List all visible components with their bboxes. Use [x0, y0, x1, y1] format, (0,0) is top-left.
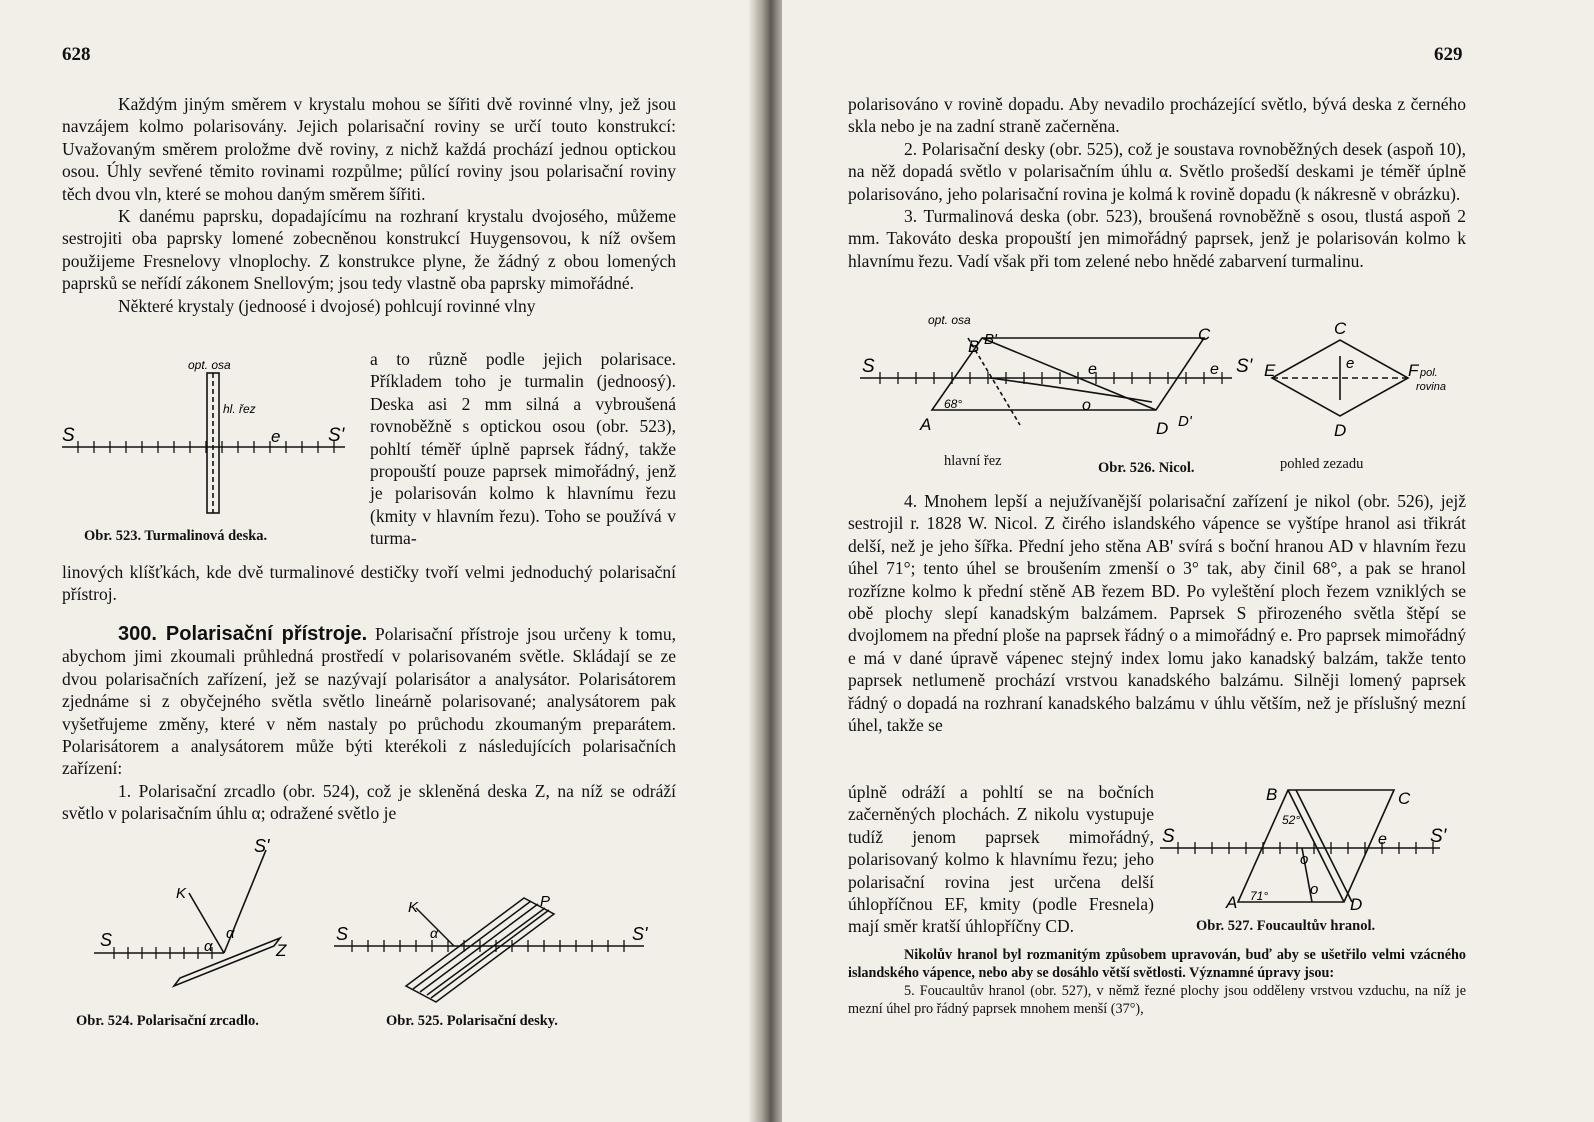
item-1: 1. Polarisační zrcadlo (obr. 524), což je skleněná deska Z, na níž se odráží světlo v polarisačním úhlu α; odražené světlo je — [62, 780, 676, 824]
svg-text:K: K — [176, 885, 187, 902]
svg-text:e: e — [1346, 355, 1355, 372]
svg-text:S: S — [1162, 826, 1175, 847]
fig526-caption-right: pohled zezadu — [1280, 456, 1364, 472]
left-paragraph-1: Každým jiným směrem v krystalu mohou se šířiti dvě rovinné vlny, jež jsou navzájem kolmo polarisovány. Jejich polarisační roviny se určí touto konstrukcí: Uvažovaným směrem proložme dvě roviny, z nichž každá prochází jednou optickou osou. Úhly sevřené těmito rovinami rozpůlme; půlící roviny jsou polarisační roviny těch dvou vln, které se mohou daným směrem šířiti. K danému paprsku, dopadajícímu na rozhraní krystalu dvojosého, můžeme sestrojiti oba paprsky lomené zobecněnou konstrukcí Huygensovou, k níž ovšem použijeme Fresnelovy vlnoplochy. Z konstrukce plyne, že žádný z obou lomených paprsků se neřídí zákonem Snellovým; jsou tedy vlastně oba paprsky mimořádné. Některé krystaly (jednoosé i dvojosé) pohlcují rovinné vlny — [62, 94, 676, 316]
figure-526 — [860, 310, 1480, 450]
svg-text:e: e — [1378, 831, 1387, 848]
item-4: 4. Mnohem lepší a nejužívanější polarisační zařízení je nikol (obr. 526), jejž sestrojil r. 1828 W. Nicol. Z čirého islandského vápence se vyštípe hranol asi třikrát delší, než je jeho šířka. Přední jeho stěna AB' svírá s boční hranou AD v hlavním řezu úhel 71°; tento úhel se broušením zmenší o 3° tak, aby činil 68°, a pak se hranol rozřízne kolmo k přední stěně AB řezem BD. Po vyleštění ploch řezem vzniklých se obě plochy slepí kanadským balzámem. Paprsek S přirozeného světla štěpí se dvojlomem na přední ploše na paprsek řádný o a mimořádný e. Pro paprsek mimořádný e má v dané úpravě vápenec stejný index lomu jako kanadský balzám, takže tento paprsek netlumeně prochází vrstvou kanadského balzámu. Silněji lomený paprsek řádný o dopadá na rozhraní kanadského balzámu v úhlu větším, než je příslušný mezní úhel, takže se — [848, 491, 1466, 736]
svg-text:Z: Z — [276, 941, 287, 960]
svg-text:D: D — [1334, 421, 1347, 440]
svg-text:α: α — [430, 925, 438, 941]
svg-text:B': B' — [984, 331, 997, 348]
figure-527 — [1160, 782, 1470, 922]
svg-text:o: o — [1300, 851, 1309, 868]
fig523-s2-label: S' — [328, 425, 345, 446]
item-3: 3. Turmalinová deska (obr. 523), broušená rovnoběžně s osou, tlustá aspoň 2 mm. Takováto deska propouští jen mimořádný paprsek, jenž je polarisován kolmo k hlavnímu řezu. Vadí však při tom zelené nebo hnědé zabarvení turmalinu. — [848, 206, 1466, 271]
svg-text:rovina: rovina — [1416, 381, 1446, 393]
svg-text:S: S — [862, 356, 875, 377]
item-4-side: úplně odráží a pohltí se na bočních začerněných plochách. Z nikolu vystupuje tudíž jenom paprsek mimořádný, polarisovaný kolmo k hlavnímu řezu; jeho polarisační rovina jest určena delší úhlopříčnou EF, kmity (podle Fresnela) mají směr kratší úhlopříčny CD. — [848, 782, 1154, 937]
fig523-s-label: S — [62, 425, 75, 446]
item-5: 5. Foucaultův hranol (obr. 527), v němž řezné plochy jsou odděleny vrstvou vzduchu, na níž je mezní úhel pro řádný paprsek mnohem menší (37°), — [848, 983, 1466, 1017]
svg-text:A: A — [920, 415, 932, 434]
section-300-heading: 300. Polarisační přístroje. — [118, 623, 368, 645]
figure-523 — [60, 355, 360, 525]
svg-text:opt. osa: opt. osa — [928, 313, 971, 327]
page-number-left: 628 — [62, 44, 91, 65]
svg-text:S': S' — [632, 924, 648, 944]
svg-text:C: C — [1398, 789, 1411, 808]
fig524-caption: Obr. 524. Polarisační zrcadlo. — [76, 1013, 259, 1029]
svg-text:α: α — [204, 938, 213, 955]
svg-text:D': D' — [1178, 413, 1192, 430]
svg-text:C: C — [1334, 319, 1347, 338]
svg-text:e: e — [1210, 361, 1219, 378]
svg-text:o: o — [1310, 881, 1319, 898]
svg-text:C: C — [1198, 325, 1211, 344]
figure-525 — [334, 888, 664, 1008]
fig527-caption: Obr. 527. Foucaultův hranol. — [1196, 918, 1376, 934]
fig523-axis-label: opt. osa — [188, 358, 231, 372]
fig526-caption: Obr. 526. Nicol. — [1098, 460, 1195, 476]
svg-text:S: S — [100, 930, 113, 950]
svg-text:α: α — [226, 925, 235, 942]
svg-text:o: o — [1082, 397, 1091, 414]
svg-text:S': S' — [1236, 356, 1253, 377]
fig525-caption: Obr. 525. Polarisační desky. — [386, 1013, 558, 1029]
right-page — [782, 0, 1594, 1122]
svg-text:B: B — [1266, 785, 1278, 804]
right-top-text: polarisováno v rovině dopadu. Aby nevadilo procházející světlo, bývá deska z černého skla nebo je na zadní straně začerněna. 2. Polarisační desky (obr. 525), což je soustava rovnoběžných desek (aspoň 10), na něž dopadá světlo v polarisačním úhlu α. Světlo prošedší deskami je téměř úplně polarisováno, jeho polarisační rovina je kolmá k rovině dopadu (k nákresně v obrázku). 3. Turmalinová deska (obr. 523), broušená rovnoběžně s osou, tlustá aspoň 2 mm. Takováto deska propouští jen mimořádný paprsek, jenž je polarisován kolmo k hlavnímu řezu. Vadí však při tom zelené nebo hnědé zabarvení turmalinu. — [848, 94, 1466, 271]
svg-text:A: A — [1226, 893, 1238, 912]
svg-text:68°: 68° — [944, 397, 963, 411]
left-paragraph-3-end: linových klíšťkách, kde dvě turmalinové destičky tvoří velmi jednoduchý polarisační přístroj. — [62, 562, 676, 605]
svg-text:D: D — [1156, 419, 1169, 438]
svg-text:pol.: pol. — [1420, 367, 1438, 379]
svg-text:e: e — [1088, 361, 1097, 378]
fig523-caption: Obr. 523. Turmalinová deska. — [84, 528, 268, 544]
svg-text:S: S — [336, 924, 349, 944]
left-page — [0, 0, 760, 1122]
svg-text:K: K — [408, 899, 419, 916]
section-300: 300. Polarisační přístroje. Polarisační přístroje jsou určeny k tomu, abychom jimi zkoumali průhledná prostředí v polarisovaném světle. Skládají se ze dvou polarisačních zařízení, jež se nazývají polarisátor a analysátor. Polarisátorem zjednáme si z obyčejného světla světlo lineárně polarisované; analysátorem pak vyšetřujeme změny, které v něm nastaly po průchodu zkoumaným preparátem. Polarisátorem a analysátorem může býti kterékoli z následujících polarisačních zařízení: 1. Polarisační zrcadlo (obr. 524), což je skleněná deska Z, na níž se odráží světlo v polarisačním úhlu α; odražené světlo je — [62, 623, 677, 824]
svg-text:S': S' — [254, 838, 270, 856]
figure-524 — [94, 838, 304, 988]
svg-text:F: F — [1408, 361, 1419, 380]
fig523-e-label: e — [271, 427, 281, 446]
item-2: 2. Polarisační desky (obr. 525), což je soustava rovnoběžných desek (aspoň 10), na něž dopadá světlo v polarisačním úhlu α. Světlo prošedší deskami je téměř úplně polarisováno, jeho polarisační rovina je kolmá k rovině dopadu (k nákresně v obrázku). — [848, 138, 1466, 204]
svg-text:71°: 71° — [1250, 889, 1269, 903]
svg-text:E: E — [1264, 361, 1276, 380]
svg-text:D: D — [1350, 895, 1363, 914]
svg-text:S': S' — [1430, 826, 1447, 847]
left-paragraph-3-side: a to různě podle jejich polarisace. Příkladem toho je turmalin (jednoosý). Deska asi 2 mm silná a vybroušená rovnoběžně s optickou osou (obr. 523), pohltí téměř úplně paprsek řádný, takže propouští pouze paprsek mimořádný, jenž je polarisován kolmo k hlavnímu řezu (kmity v hlavním řezu). Toho se používá v turma- — [370, 349, 676, 549]
svg-text:52°: 52° — [1282, 813, 1301, 827]
fig523-cut-label: hl. řez — [223, 402, 256, 416]
page-number-right: 629 — [1434, 44, 1463, 65]
note-text: Nikolův hranol byl rozmanitým způsobem upravován, buď aby se ušetřilo velmi vzácného islandského vápence, nebo aby se dosáhlo větší světlosti. Významné úpravy jsou: 5. Foucaultův hranol (obr. 527), v němž řezné plochy jsou odděleny vrstvou vzduchu, na níž je mezní úhel pro řádný paprsek mnohem menší (37°), — [848, 947, 1466, 1017]
svg-text:P: P — [540, 893, 551, 910]
svg-text:B: B — [968, 337, 980, 356]
fig526-caption-left: hlavní řez — [944, 453, 1002, 469]
